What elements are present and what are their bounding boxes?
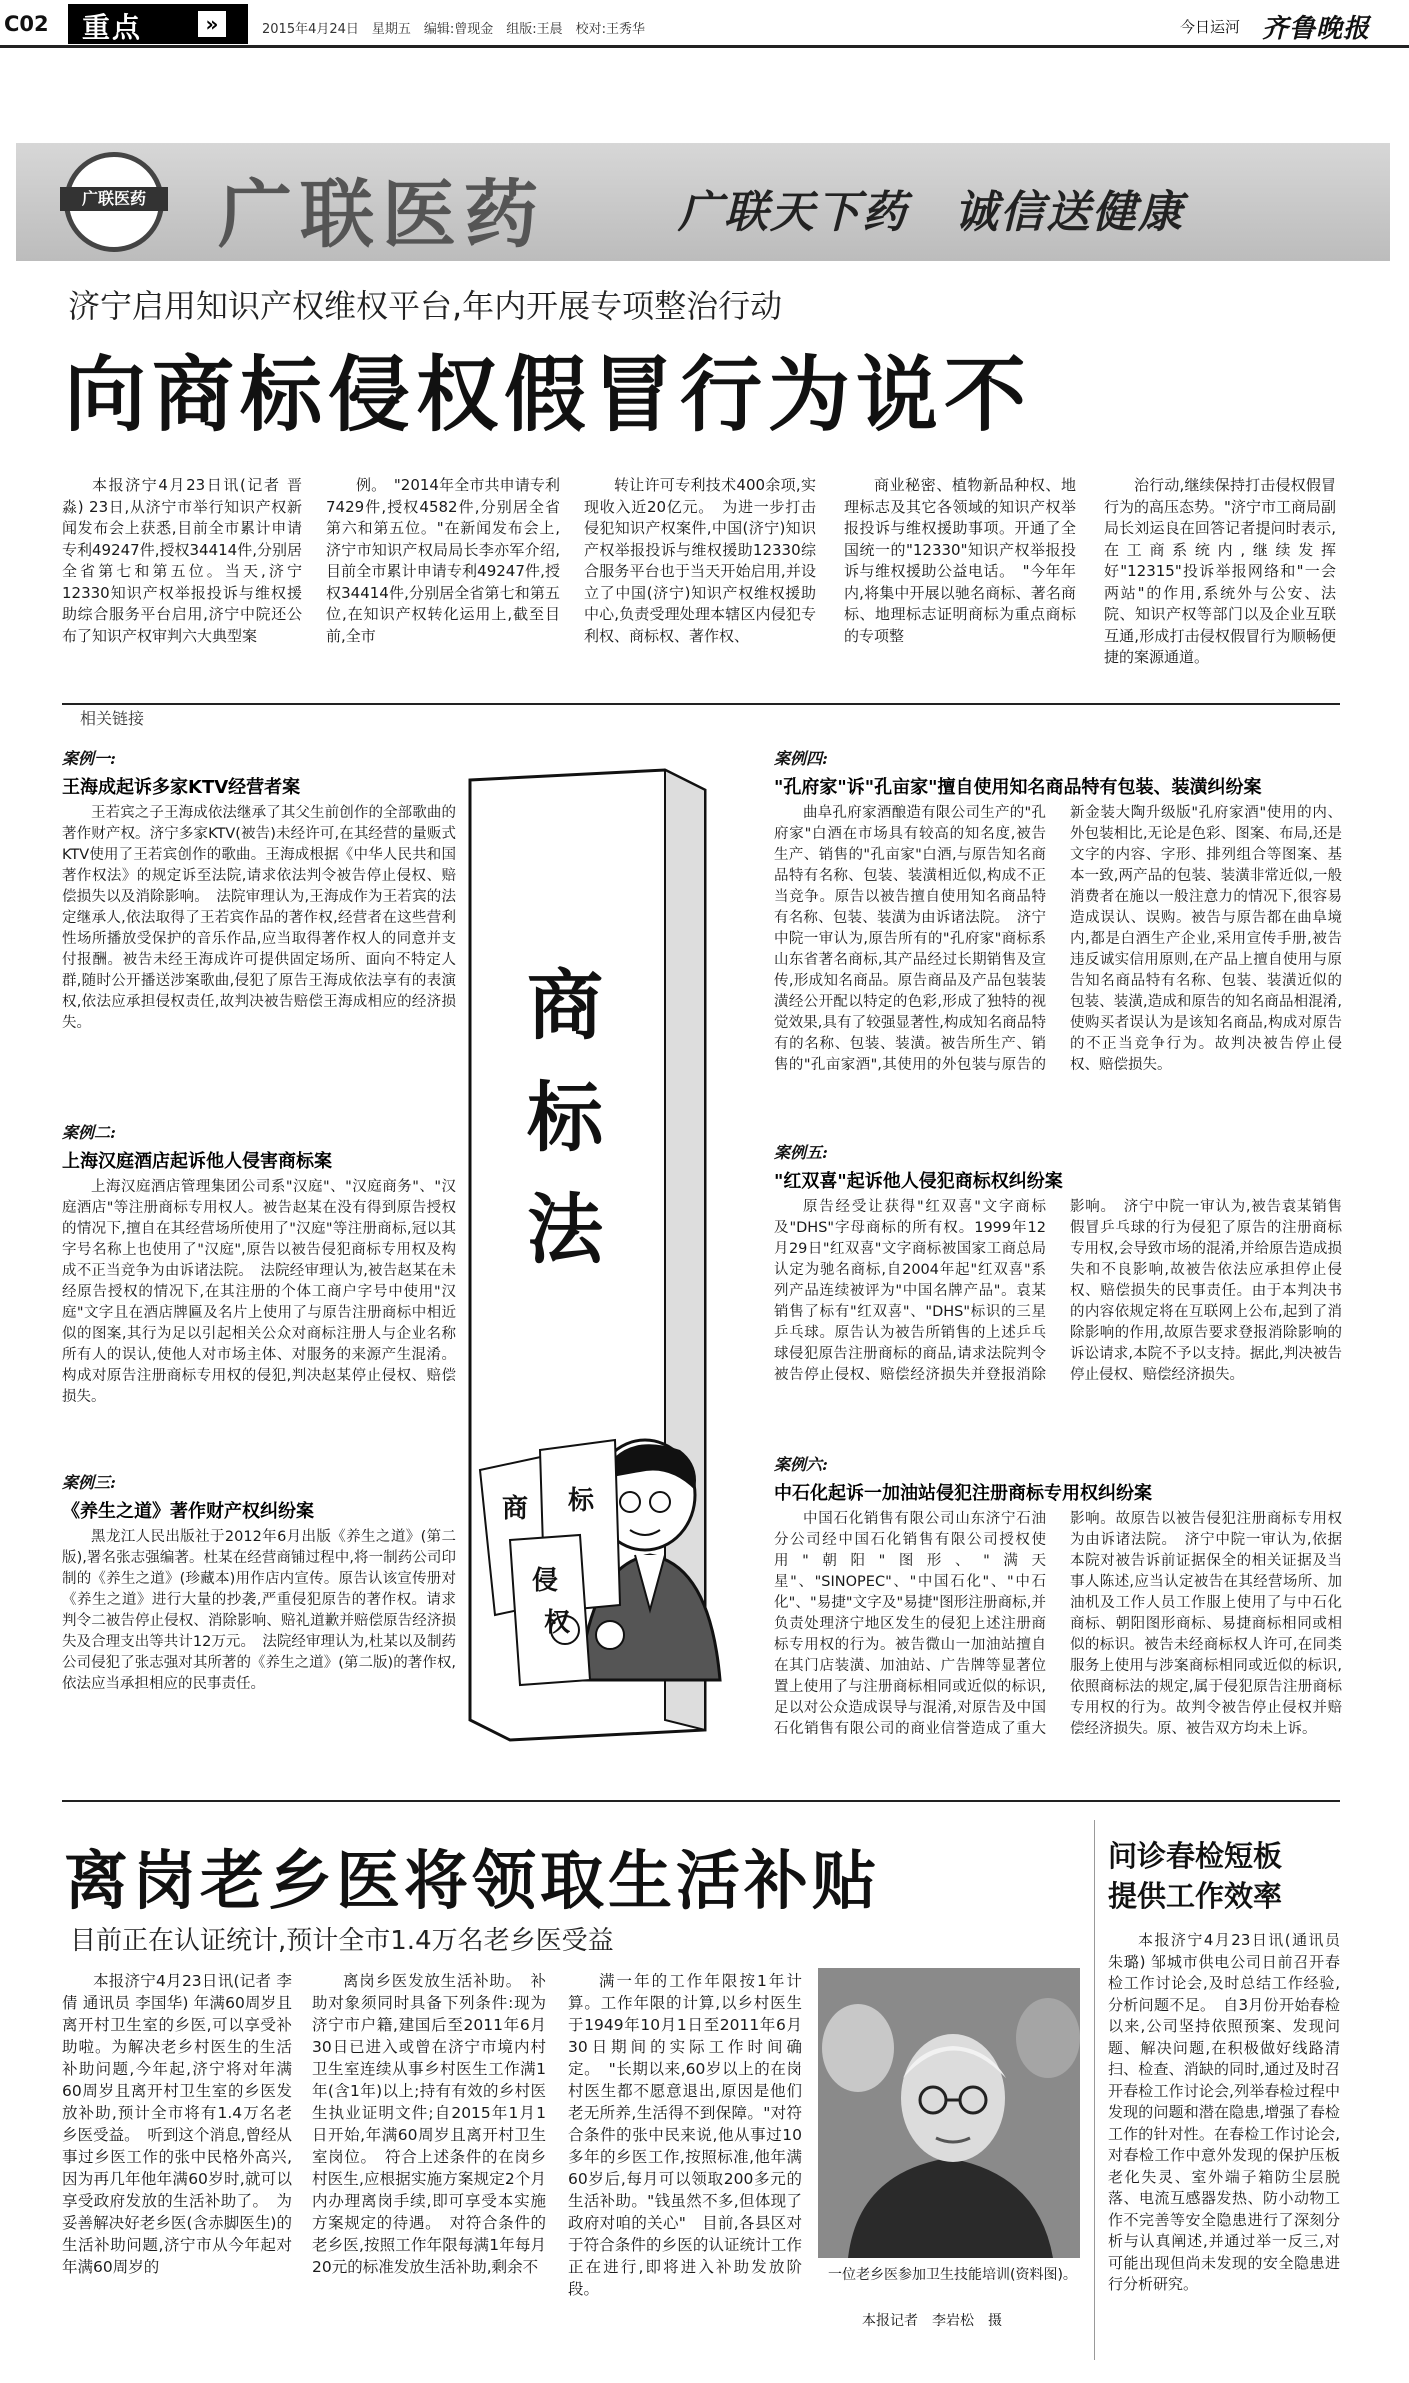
paper-char-4: 权	[544, 1608, 571, 1638]
case-number: 案例六:	[774, 1455, 828, 1474]
case-number: 案例二:	[62, 1123, 116, 1142]
section-divider	[62, 1800, 1340, 1802]
case-title: 《养生之道》著作财产权纠纷案	[62, 1501, 314, 1522]
photo-credit: 本报记者 李岩松 摄	[862, 2313, 1002, 2329]
case-body: 黑龙江人民出版社于2012年6月出版《养生之道》(第二版),署名张志强编著。杜某在经营商铺过程中,将一制药公司印制的《养生之道》(珍藏本)用作店内宣传。原告认该宣传册对《养生之道》进行大量的抄袭,严重侵犯原告的著作权。请求判令二被告停止侵权、消除影响、赔礼道歉并赔偿原告经济损失及合理支出等共计12万元。 法院经审理认为,杜某以及制药公司侵犯了张志强对其所著的《养生之道》(第二版)的著作权,依法应当承担相应的民事责任。	[62, 1529, 456, 1692]
article2-headline: 离岗老乡医将领取生活补贴	[64, 1845, 880, 1919]
paper-char-1: 商	[502, 1494, 529, 1524]
pharmacy-logo-text: 广联医药	[60, 187, 168, 211]
elderly-doctor-photo	[818, 1968, 1080, 2258]
links-label: 相关链接	[74, 706, 150, 729]
case-number: 案例四:	[774, 749, 828, 768]
case-body: 中国石化销售有限公司山东济宁石油分公司经中国石化销售有限公司授权使用"朝阳"图形、"满天星"、"SINOPEC"、"中国石化"、"中石化"、"易捷"文字及"易捷"图形注册商标,并负责处理济宁地区发生的侵犯上述注册商标专用权的行为。被告微山一加油站擅自在其门店装潢、加油站、广告牌等显著位置上使用了与注册商标相同或近似的标识,足以对公众造成误导与混淆,对原告及中国石化销售有限公司的商业信誉造成了重大影响。故原告以被告侵犯注册商标专用权为由诉诸法院。 济宁中院一审认为,依据本院对被告诉前证据保全的相关证据及当事人陈述,应当认定被告在其经营场所、加油机及工作人员工作服上使用了与中石化商标、朝阳图形商标、易捷商标相同或相似的标识。被告未经商标权人许可,在同类服务上使用与涉案商标相同或近似的标识,依照商标法的规定,属于侵犯原告注册商标专用权的行为。故判令被告停止侵权并赔偿经济损失。原、被告双方均未上诉。	[774, 1511, 1342, 1737]
article2-col-1: 本报济宁4月23日讯(记者 李倩 通讯员 李国华) 年满60周岁且离开村卫生室的乡医,可以享受补助啦。为解决老乡村医生的生活补助问题,今年起,济宁将对年满60周岁且离开村卫生室的乡医发放补助,预计全市将有1.4万名老乡医受益。 听到这个消息,曾经从事过乡医工作的张中民格外高兴,因为再几年他年满60岁时,就可以享受政府发放的生活补助了。 为妥善解决好老乡医(含赤脚医生)的生活补助问题,济宁市从今年起对年满60周岁的	[62, 1972, 292, 2276]
article2-col-3: 满一年的工作年限按1年计算。工作年限的计算,以乡村医生于1949年10月1日至2011年6月30日期间的实际工作时间确定。 "长期以来,60岁以上的在岗村医生都不愿意退出,原因是他们老无所养,生活得不到保障。"对符合条件的张中民来说,他从事过10多年的乡医工作,按照标准,他年满60岁后,每月可以领取200多元的生活补助。"钱虽然不多,但体现了政府对咱的关心" 目前,各县区对于符合条件的乡医的认证统计工作正在进行,即将进入补助发放阶段。	[568, 1972, 802, 2298]
newspaper-logo: 齐鲁晚报	[1262, 14, 1371, 44]
banner-title: 广联医药	[218, 172, 546, 258]
page-number: C02	[4, 12, 49, 36]
article1-col-2: 例。 "2014年全市共申请专利7429件,授权4582件,分别居全省第六和第五位。"在新闻发布会上,济宁市知识产权局局长李亦军介绍,目前全市累计申请专利49247件,授权34414件,分别居全省第七和第五位,在知识产权转化运用上,截至目前,全市	[326, 476, 560, 645]
section-label: 重点	[82, 11, 143, 44]
case-title: 中石化起诉一加油站侵犯注册商标专用权纠纷案	[774, 1483, 1152, 1504]
case-body: 曲阜孔府家酒酿造有限公司生产的"孔府家"白酒在市场具有较高的知名度,被告生产、销售的"孔亩家"白酒,与原告知名商品特有名称、包装、装潢相近似,构成不正当竞争。原告以被告擅自使用知名商品特有名称、包装、装潢为由诉诸法院。 济宁中院一审认为,原告所有的"孔府家"商标系山东省著名商标,其产品经过长期销售及宣传,形成知名商品。原告商品及产品包装装潢经公开配以特定的色彩,形成了独特的视觉效果,具有了较强显著性,构成知名商品特有的名称、包装、装潢。被告所生产、销售的"孔亩家酒",其使用的外包装与原告的新金装大陶升级版"孔府家酒"使用的内、外包装相比,无论是色彩、图案、布局,还是文字的内容、字形、排列组合等图案、基本一致,两产品的包装、装潢非常近似,一般消费者在施以一般注意力的情况下,很容易造成误认、误购。被告与原告都在曲阜境内,都是白酒生产企业,采用宣传手册,被告违反诚实信用原则,在产品上擅自使用与原告知名商品特有名称、包装、装潢近似的包装、装潢,造成和原告的知名商品相混淆,使购买者误认为是该知名商品,构成对原告的不正当竞争行为。故判决被告停止侵权、赔偿损失。	[774, 805, 1342, 1073]
article-headline: 向商标侵权假冒行为说不	[64, 348, 1033, 443]
case-4	[774, 746, 1342, 1135]
case-2	[62, 1120, 456, 1512]
case-title: 上海汉庭酒店起诉他人侵害商标案	[62, 1151, 332, 1172]
article3-body: 本报济宁4月23日讯(通讯员 朱璐) 邹城市供电公司日前召开春检工作讨论会,及时总结工作经验,分析问题不足。 自3月份开始春检以来,公司坚持依照预案、发现问题、解决问题,在积极做好线路清扫、检查、消缺的同时,通过及时召开春检工作讨论会,列举春检过程中发现的问题和潜在隐患,增强了春检工作的针对性。在春检工作讨论会,对春检工作中意外发现的保护压板老化失灵、室外端子箱防尘层脱落、电流互感器发热、防小动物工作不完善等安全隐患进行了深刻分析与认真阐述,并通过举一反三,对可能出现但尚未发现的安全隐患进行分析研究。	[1108, 1931, 1340, 2293]
article1-col-5: 治行动,继续保持打击侵权假冒行为的高压态势。"济宁市工商局副局长刘运良在回答记者提问时表示,在工商系统内,继续发挥好"12315"投诉举报网络和"一会两站"的作用,系统外与公安、法院、知识产权等部门以及企业互联互通,形成打击侵权假冒行为顺畅便捷的案源通道。	[1104, 476, 1336, 666]
case-number: 案例一:	[62, 749, 116, 768]
case-title: "红双喜"起诉他人侵犯商标权纠纷案	[774, 1171, 1063, 1192]
links-top-rule	[62, 703, 1340, 705]
column-divider	[1094, 1820, 1095, 2360]
case-body: 王若宾之子王海成依法继承了其父生前创作的全部歌曲的著作财产权。济宁多家KTV(被告)未经许可,在其经营的量贩式KTV使用了王若宾创作的歌曲。王海成根据《中华人民共和国著作权法》的规定诉至法院,请求依法判令被告停止侵权、赔偿损失以及消除影响。 法院审理认为,王海成作为王若宾的法定继承人,依法取得了王若宾作品的著作权,经营者在这些营利性场所播放受保护的音乐作品,应当取得著作权人的同意并支付报酬。被告未经王海成许可提供固定场所、面向不特定人群,随时公开播送涉案歌曲,侵犯了原告王海成依法享有的表演权,依法应承担侵权责任,故判决被告赔偿王海成相应的经济损失。	[62, 805, 456, 1031]
paper-char-3: 侵	[532, 1566, 559, 1596]
case-1	[62, 746, 456, 1121]
section-arrow-icon: »	[198, 11, 226, 37]
trademark-law-illustration	[450, 750, 750, 1760]
article-subtitle: 济宁启用知识产权维权平台,年内开展专项整治行动	[68, 287, 783, 325]
article1-col-4: 商业秘密、植物新品种权、地理标志及其它各领域的知识产权举报投诉与维权援助事项。开通了全国统一的"12330"知识产权举报投诉与维权援助公益电话。 "今年年内,将集中开展以驰名商标、著名商标、地理标志证明商标为重点商标的专项整	[844, 476, 1076, 645]
paper-char-2: 标	[568, 1486, 595, 1516]
edition-meta: 2015年4月24日 星期五 编辑:曾现金 组版:王晨 校对:王秀华	[262, 22, 646, 37]
case-title: 王海成起诉多家KTV经营者案	[62, 777, 301, 798]
article2-col-2: 离岗乡医发放生活补助。 补助对象须同时具备下列条件:现为济宁市户籍,建国后至2011年6月30日已进入或曾在济宁市境内村卫生室连续从事乡村医生工作满1年(含1年)以上;持有有效的乡村医生执业证明文件;自2015年1月1日开始,年满60周岁且离开村卫生室岗位。 符合上述条件的在岗乡村医生,应根据实施方案规定2个月内办理离岗手续,即可享受本实施方案规定的待遇。 对符合条件的老乡医,按照工作年限每满1年每月20元的标准发放生活补助,剩余不	[312, 1972, 546, 2276]
case-number: 案例五:	[774, 1143, 828, 1162]
tagline: 今日运河	[1180, 18, 1241, 36]
article2-subtitle: 目前正在认证统计,预计全市1.4万名老乡医受益	[70, 1926, 614, 1956]
photo-caption: 一位老乡医参加卫生技能培训(资料图)。	[828, 2267, 1077, 2283]
case-5	[774, 1140, 1342, 1453]
article1-col-1: 本报济宁4月23日讯(记者 晋淼) 23日,从济宁市举行知识产权新闻发布会上获悉,目前全市累计申请专利49247件,授权34414件,分别居全省第七和第五位。当天,济宁12330知识产权举报投诉与维权援助综合服务平台启用,济宁中院还公布了知识产权审判六大典型案	[62, 476, 302, 645]
case-number: 案例三:	[62, 1473, 116, 1492]
case-title: "孔府家"诉"孔亩家"擅自使用知名商品特有包装、装潢纠纷案	[774, 777, 1262, 798]
article3-headline-2: 提供工作效率	[1108, 1879, 1283, 1913]
illustration-title: 商标法	[527, 961, 603, 1274]
page-header	[0, 0, 1409, 46]
case-body: 原告经受让获得"红双喜"文字商标及"DHS"字母商标的所有权。1999年12月29日"红双喜"文字商标被国家工商总局认定为驰名商标,自2004年起"红双喜"系列产品连续被评为"中国名牌产品"。袁某销售了标有"红双喜"、"DHS"标识的三星乒乓球。原告认为被告所销售的上述乒乓球侵犯原告注册商标的商品,请求法院判令被告停止侵权、赔偿经济损失并登报消除影响。 济宁中院一审认为,被告袁某销售假冒乒乓球的行为侵犯了原告的注册商标专用权,会导致市场的混淆,并给原告造成损失和不良影响,故被告依法应承担停止侵权、赔偿损失的民事责任。由于本判决书的内容依规定将在互联网上公布,起到了消除影响的作用,故原告要求登报消除影响的诉讼请求,本院不予以支持。据此,判决被告停止侵权、赔偿经济损失。	[774, 1199, 1342, 1383]
case-3	[62, 1470, 456, 1775]
header-rule	[0, 45, 1409, 48]
case-6	[774, 1452, 1342, 1799]
article1-col-3: 转让许可专利技术400余项,实现收入近20亿元。 为进一步打击侵犯知识产权案件,中国(济宁)知识产权举报投诉与维权援助12330综合服务平台也于当天开始启用,并设立了中国(济宁)知识产权维权援助中心,负责受理处理本辖区内侵犯专利权、商标权、著作权、	[584, 476, 816, 645]
article3-headline-1: 问诊春检短板	[1108, 1839, 1283, 1873]
banner-slogan: 广联天下药 诚信送健康	[678, 187, 1184, 238]
case-body: 上海汉庭酒店管理集团公司系"汉庭"、"汉庭商务"、"汉庭酒店"等注册商标专用权人。被告赵某在没有得到原告授权的情况下,擅自在其经营场所使用了"汉庭"等注册商标,冠以其字号名称上也使用了"汉庭",原告以被告侵犯商标专用权及构成不正当竞争为由诉诸法院。 法院经审理认为,被告赵某在未经原告授权的情况下,在其注册的个体工商户字号中使用"汉庭"文字且在酒店牌匾及名片上使用了与原告注册商标中相近似的图案,其行为足以引起相关公众对商标注册人与企业名称所有人的误认,使他人对市场主体、对服务的来源产生混淆。构成对原告注册商标专用权的侵犯,判决赵某停止侵权、赔偿损失。	[62, 1179, 456, 1405]
